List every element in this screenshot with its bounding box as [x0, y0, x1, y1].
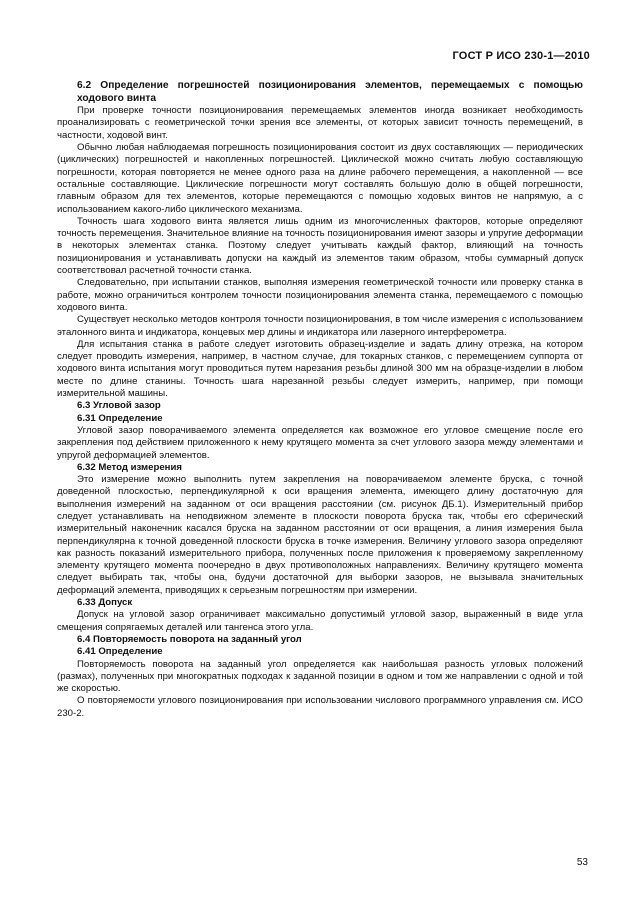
paragraph: Существует несколько методов контроля точности позиционирования, в том числе измерения с использованием эталонного винта и индикатора, концевых мер длины и индикатора или лазерного интерферометра. — [57, 314, 583, 338]
paragraph: Точность шага ходового винта является лишь одним из многочисленных факторов, которые определяют точность перемещения. Значительное влияние на точность позиционирования имеют зазоры и упругие деформации в некоторых элементах станка. Поэтому следует учитывать каждый фактор, влияющий на точность позиционирования и устанавливать допуски на каждый из элементов таким образом, чтобы суммарный допуск соответствовал расчетной точности станка. — [57, 215, 583, 277]
paragraph: О повторяемости углового позиционирования при использовании числового программного управления см. ИСО 230-2. — [57, 695, 583, 719]
section-heading-6-3: 6.3 Угловой зазор — [77, 400, 161, 412]
paragraph: Угловой зазор поворачиваемого элемента определяется как возможное его угловое смещение после его закрепления под действием приложенного к нему крутящего момента за счет углового зазора между элементами и упругой деформацией элементов. — [57, 424, 583, 461]
paragraph: Это измерение можно выполнить путем закрепления на поворачиваемом элементе бруска, с точной доведенной плоскостью, перпендикулярной к оси вращения элемента, имеющего длину достаточную для выполнения измерений на заданном от оси вращения расстоянии (см. рисунок ДБ.1). Измерительный прибор следует устанавливать на неподвижном элементе в плоскости поворота бруска так, чтобы его сферический измерительный наконечник касался бруска на заданном расстоянии от оси вращения, а линия измерения была перпендикулярна к точной доведенной плоскости бруска в точке измерения. Величину углового зазора определяют как разность показаний измерительного прибора, полученных после приложения к проверяемому закрепленному элементу крутящего момента поочередно в двух противоположных направлениях. Величину крутящего момента следует выбирать так, чтобы она, будучи достаточной для выборки зазоров, не вызывала значительных деформаций элемента, приводящих к серьезным погрешностям при измерении. — [57, 474, 583, 596]
paragraph: Допуск на угловой зазор ограничивает максимально допустимый угловой зазор, выраженный в виде угла смещения сопрягаемых деталей или тангенса этого угла. — [57, 609, 583, 633]
paragraph: Повторяемость поворота на заданный угол определяется как наибольшая разность угловых положений (размах), полученных при многократных подходах к заданной позиции в одном и том же направлении с одной и той же скоростью. — [57, 658, 583, 695]
subsection-heading-6-31: 6.31 Определение — [77, 412, 163, 424]
paragraph: Для испытания станка в работе следует изготовить образец-изделие и задать длину отрезка, на котором следует проводить измерения, например, в частном случае, для токарных станков, с перемещением суппорта от ходового винта испытания могут проводиться путем нарезания резьбы длиной 300 мм на образце-изделии в любом месте по длине станины. Точность шага нарезанной резьбы следует измерить, например, при помощи измерительной машины. — [57, 338, 583, 400]
paragraph: Обычно любая наблюдаемая погрешность позиционирования состоит из двух составляющих — периодических (циклических) погрешностей и накопленных погрешностей. Циклической можно считать любую составляющую погрешности, которая повторяется не менее одного раза на длине рабочего перемещения, а накопленной — все остальные составляющие. Циклические погрешности могут составлять большую долю в общей погрешности, главным образом для тех элементов, которые перемещаются с помощью ходовых винтов не напрямую, а с использованием какого-либо циклического механизма. — [57, 142, 583, 215]
document-header: ГОСТ Р ИСО 230-1—2010 — [452, 50, 590, 62]
paragraph: При проверке точности позиционирования перемещаемых элементов иногда возникает необходимость проанализировать с геометрической точки зрения все элементы, от которых зависит точность перемещений, в частности, ходовой винт. — [57, 105, 583, 141]
page-number: 53 — [576, 857, 588, 868]
subsection-heading-6-33: 6.33 Допуск — [77, 597, 133, 609]
paragraph: Следовательно, при испытании станков, выполняя измерения геометрической точности или проверку станка в работе, можно ограничиться контролем точности позиционирования элемента станка, перемещаемого с помощью ходового винта. — [57, 277, 583, 313]
document-body — [57, 80, 583, 720]
subsection-heading-6-41: 6.41 Определение — [77, 646, 163, 658]
section-heading-6-2: 6.2 Определение погрешностей позиционирования элементов, перемещаемых с помощью ходового винта — [77, 80, 583, 104]
section-heading-6-4: 6.4 Повторяемость поворота на заданный угол — [77, 633, 302, 645]
subsection-heading-6-32: 6.32 Метод измерения — [77, 461, 182, 473]
